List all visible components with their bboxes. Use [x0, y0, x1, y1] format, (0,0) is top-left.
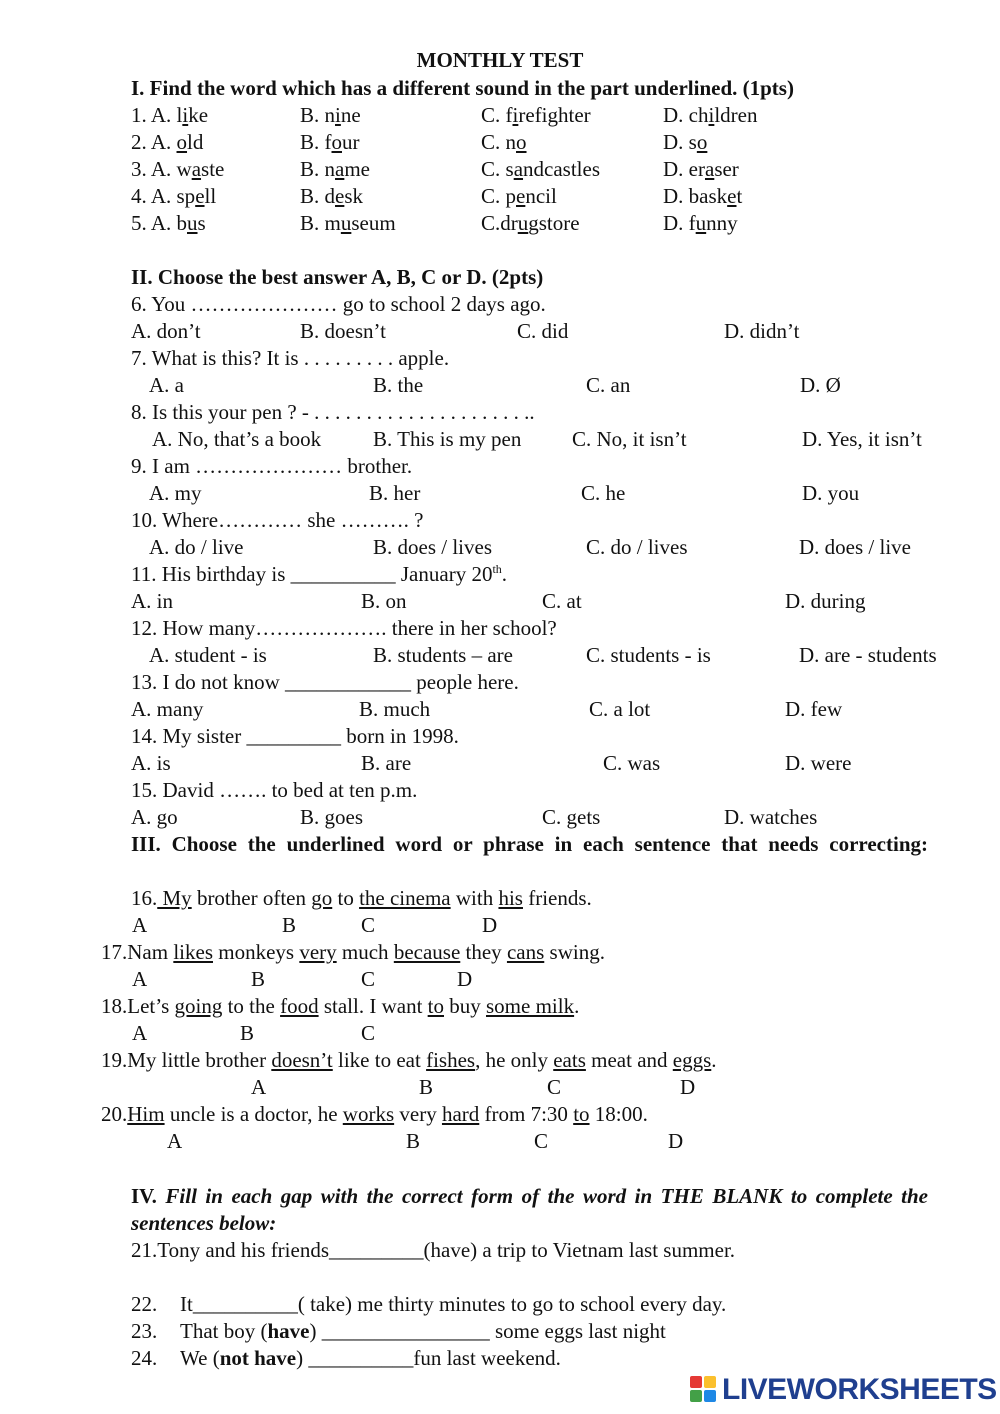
- option-c: C. sandcastles: [481, 157, 600, 181]
- label-a[interactable]: A: [167, 1129, 183, 1153]
- option-b[interactable]: B. the: [373, 373, 424, 397]
- label-d[interactable]: D: [457, 967, 473, 991]
- question-number: 24.: [131, 1346, 158, 1370]
- label-d[interactable]: D: [482, 913, 498, 937]
- option-b[interactable]: B. are: [361, 751, 412, 775]
- label-c[interactable]: C: [361, 913, 376, 937]
- label-a[interactable]: A: [132, 967, 148, 991]
- question-17-sentence: 17.Nam likes monkeys very much because they cans swing.: [101, 940, 605, 964]
- question-text: It__________( take) me thirty minutes to go to school every day.: [180, 1292, 727, 1316]
- option-d[interactable]: D. Ø: [800, 373, 841, 397]
- option-a: 5. A. bus: [131, 211, 206, 235]
- option-c[interactable]: C. No, it isn’t: [572, 427, 687, 451]
- option-d[interactable]: D. few: [785, 697, 843, 721]
- question-12-text: 12. How many………………. there in her school?: [131, 616, 557, 640]
- logo-text: LIVEWORKSHEETS: [722, 1373, 997, 1406]
- option-d[interactable]: D. were: [785, 751, 852, 775]
- option-a: 3. A. waste: [131, 157, 225, 181]
- label-a[interactable]: A: [251, 1075, 267, 1099]
- option-d[interactable]: D. during: [785, 589, 866, 613]
- option-a[interactable]: A. a: [149, 373, 184, 397]
- question-15-text: 15. David ……. to bed at ten p.m.: [131, 778, 418, 802]
- label-c[interactable]: C: [547, 1075, 562, 1099]
- label-a[interactable]: A: [132, 1021, 148, 1045]
- page-title: MONTHLY TEST: [416, 48, 584, 72]
- option-b[interactable]: B. students – are: [373, 643, 513, 667]
- label-d[interactable]: D: [680, 1075, 696, 1099]
- option-c: C.drugstore: [481, 211, 580, 235]
- option-b[interactable]: B. much: [359, 697, 431, 721]
- label-b[interactable]: B: [282, 913, 297, 937]
- question-8-text: 8. Is this your pen ? - . . . . . . . . . . . . . . . . . . . . ..: [131, 400, 535, 424]
- question-20-sentence: 20.Him uncle is a doctor, he works very hard from 7:30 to 18:00.: [101, 1102, 648, 1126]
- question-7-text: 7. What is this? It is . . . . . . . . . apple.: [131, 346, 450, 370]
- option-b: B. desk: [300, 184, 364, 208]
- option-d[interactable]: D. are - students: [799, 643, 937, 667]
- label-c[interactable]: C: [361, 1021, 376, 1045]
- question-21: 21.Tony and his friends_________(have) a trip to Vietnam last summer.: [131, 1238, 736, 1262]
- option-d[interactable]: D. you: [802, 481, 860, 505]
- option-a[interactable]: A. many: [131, 697, 204, 721]
- option-b: B. nine: [300, 103, 361, 127]
- label-b[interactable]: B: [406, 1129, 421, 1153]
- option-c[interactable]: C. he: [581, 481, 626, 505]
- question-11-text: 11. His birthday is __________ January 20th.: [131, 562, 508, 586]
- option-c: C. no: [481, 130, 527, 154]
- question-6-text: 6. You ………………… go to school 2 days ago.: [131, 292, 546, 316]
- option-a[interactable]: A. don’t: [131, 319, 201, 343]
- option-d: D. basket: [663, 184, 743, 208]
- option-c: C. firefighter: [481, 103, 591, 127]
- question-10-text: 10. Where………… she ………. ?: [131, 508, 424, 532]
- label-b[interactable]: B: [251, 967, 266, 991]
- option-a[interactable]: A. in: [131, 589, 173, 613]
- option-a[interactable]: A. my: [149, 481, 202, 505]
- section-2-heading: II. Choose the best answer A, B, C or D. (2pts): [131, 265, 544, 289]
- option-b[interactable]: B. on: [361, 589, 407, 613]
- label-a[interactable]: A: [132, 913, 148, 937]
- label-c[interactable]: C: [361, 967, 376, 991]
- question-14-text: 14. My sister _________ born in 1998.: [131, 724, 459, 748]
- option-c[interactable]: C. at: [542, 589, 582, 613]
- label-b[interactable]: B: [240, 1021, 255, 1045]
- question-number: 23.: [131, 1319, 158, 1343]
- question-9-text: 9. I am ………………… brother.: [131, 454, 413, 478]
- option-d: D. children: [663, 103, 758, 127]
- option-c[interactable]: C. an: [586, 373, 631, 397]
- option-c[interactable]: C. do / lives: [586, 535, 688, 559]
- option-d[interactable]: D. does / live: [799, 535, 911, 559]
- option-d[interactable]: D. watches: [724, 805, 818, 829]
- question-text: That boy (have) ________________ some eggs last night: [180, 1319, 666, 1343]
- option-c[interactable]: C. was: [603, 751, 661, 775]
- label-c[interactable]: C: [534, 1129, 549, 1153]
- option-d[interactable]: D. Yes, it isn’t: [802, 427, 922, 451]
- option-d[interactable]: D. didn’t: [724, 319, 800, 343]
- option-c[interactable]: C. gets: [542, 805, 601, 829]
- option-c[interactable]: C. a lot: [589, 697, 651, 721]
- option-b: B. four: [300, 130, 360, 154]
- logo-mark-icon: [690, 1376, 718, 1404]
- question-number: 22.: [131, 1292, 158, 1316]
- option-b: B. museum: [300, 211, 396, 235]
- option-b[interactable]: B. goes: [300, 805, 363, 829]
- option-a: 4. A. spell: [131, 184, 217, 208]
- option-a[interactable]: A. No, that’s a book: [152, 427, 322, 451]
- question-19-sentence: 19.My little brother doesn’t like to eat fishes, he only eats meat and eggs.: [101, 1048, 717, 1072]
- option-b[interactable]: B. does / lives: [373, 535, 492, 559]
- option-b[interactable]: B. her: [369, 481, 421, 505]
- option-c[interactable]: C. did: [517, 319, 569, 343]
- option-a[interactable]: A. do / live: [149, 535, 244, 559]
- option-b: B. name: [300, 157, 370, 181]
- section-3-heading: III. Choose the underlined word or phrase in each sentence that needs correcting:: [131, 832, 928, 856]
- option-d: D. funny: [663, 211, 738, 235]
- question-16-sentence: 16. My brother often go to the cinema with his friends.: [131, 886, 592, 910]
- option-a: 1. A. like: [131, 103, 209, 127]
- label-d[interactable]: D: [668, 1129, 684, 1153]
- question-13-text: 13. I do not know ____________ people here.: [131, 670, 519, 694]
- section-4-heading: IV. Fill in each gap with the correct form of the word in THE BLANK to complete the sentences below:: [131, 1184, 929, 1235]
- question-text: We (not have) __________fun last weekend.: [180, 1346, 561, 1370]
- option-b[interactable]: B. doesn’t: [300, 319, 386, 343]
- option-c: C. pencil: [481, 184, 557, 208]
- section-1-heading: I. Find the word which has a different sound in the part underlined. (1pts): [131, 76, 794, 100]
- liveworksheets-logo: [690, 1372, 997, 1408]
- question-18-sentence: 18.Let’s going to the food stall. I want to buy some milk.: [101, 994, 580, 1018]
- option-a[interactable]: A. student - is: [149, 643, 267, 667]
- option-a[interactable]: A. go: [131, 805, 178, 829]
- option-a: 2. A. old: [131, 130, 204, 154]
- option-c[interactable]: C. students - is: [586, 643, 711, 667]
- option-b[interactable]: B. This is my pen: [373, 427, 522, 451]
- label-b[interactable]: B: [419, 1075, 434, 1099]
- option-d: D. so: [663, 130, 708, 154]
- option-a[interactable]: A. is: [131, 751, 171, 775]
- option-d: D. eraser: [663, 157, 739, 181]
